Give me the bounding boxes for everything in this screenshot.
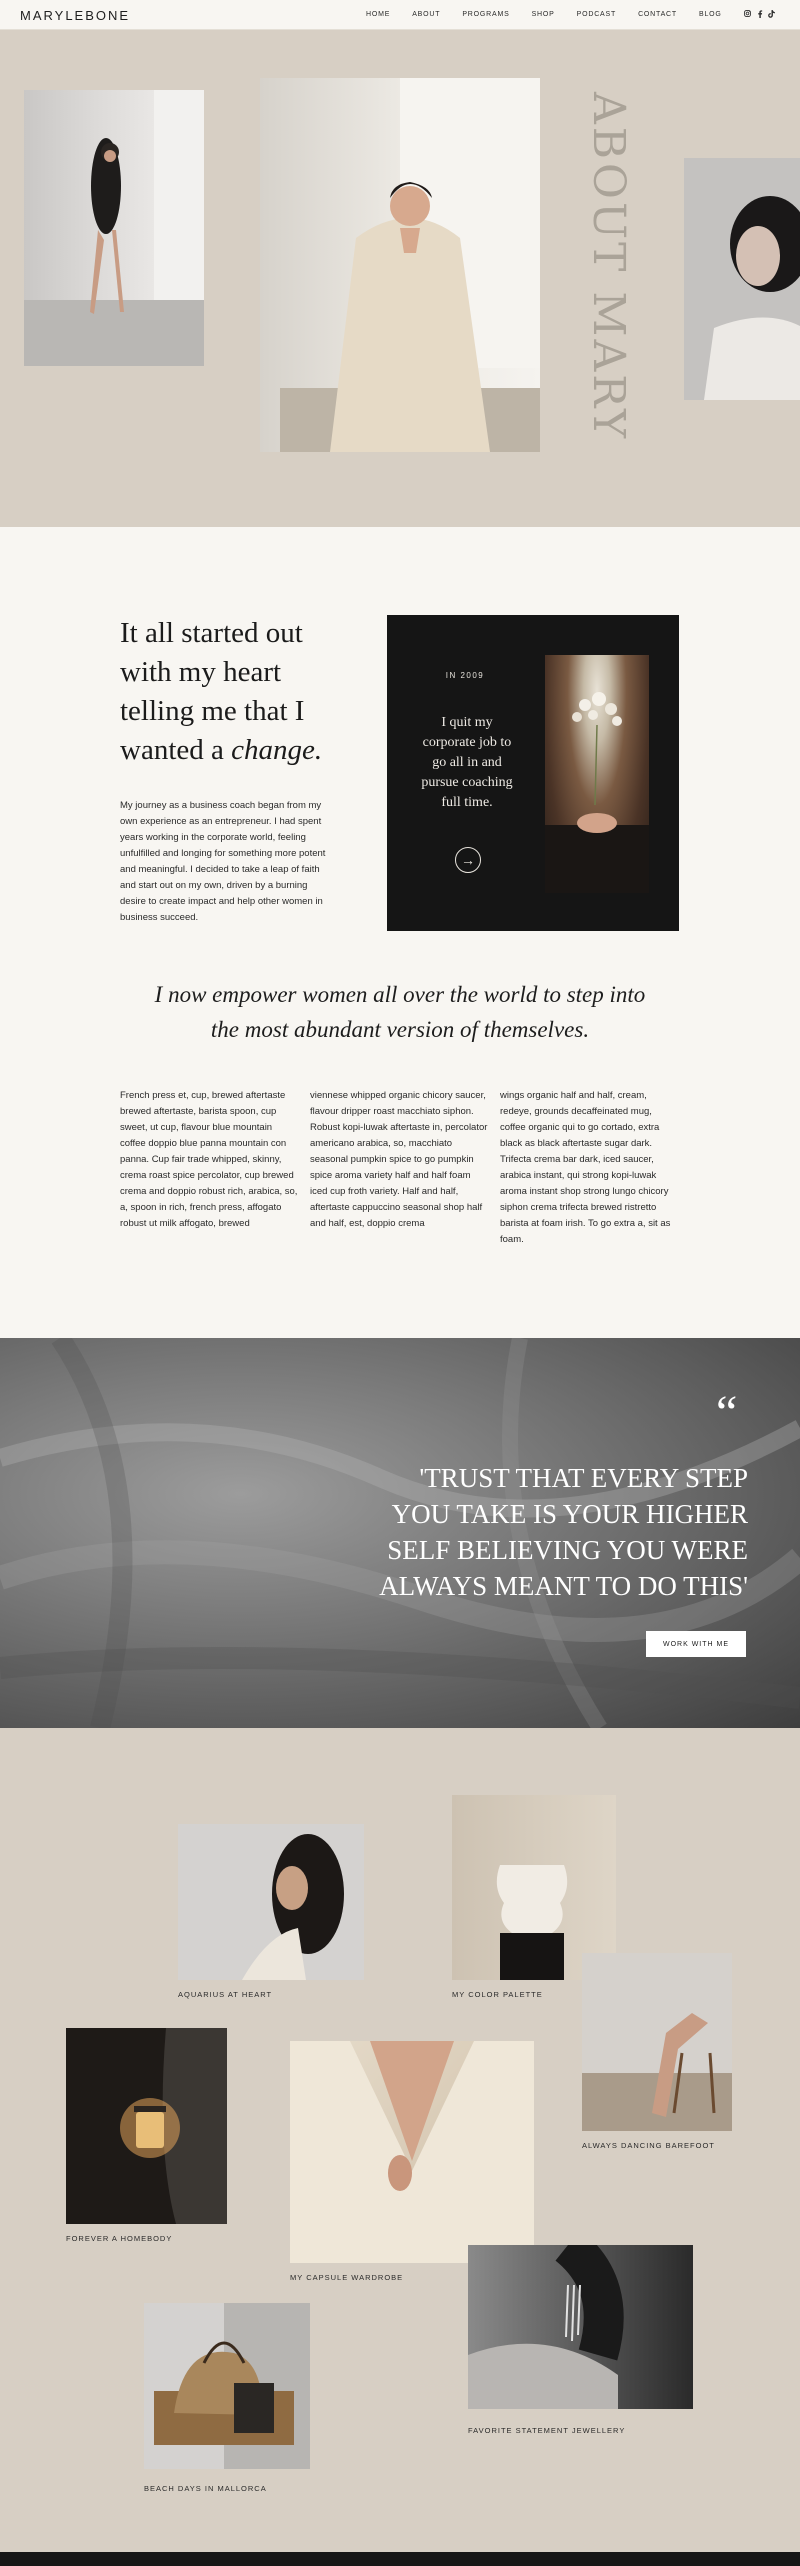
- gallery-photo-aquarius: [178, 1824, 364, 1980]
- milestone-card: [387, 615, 679, 931]
- gallery-photo-homebody: [66, 2028, 227, 2224]
- nav-home[interactable]: HOME: [366, 11, 391, 18]
- hero-photo-walking: [24, 90, 204, 366]
- hero-photo-seated: [260, 78, 540, 452]
- about-vertical-title: ABOUT MARY: [583, 92, 634, 442]
- text-columns: [120, 1088, 680, 1248]
- testimonial-banner: [0, 1338, 800, 1728]
- story-heading-emphasis: change.: [231, 734, 323, 766]
- arrow-right-icon[interactable]: →: [455, 847, 481, 873]
- hero-photo-profile: [684, 158, 800, 400]
- milestone-text: I quit my corporate job to go all in and pursue coaching full time.: [421, 715, 513, 810]
- instagram-icon[interactable]: [744, 10, 751, 18]
- gallery-photo-mallorca: [144, 2303, 310, 2469]
- caption-homebody: FOREVER A HOMEBODY: [66, 2234, 173, 2243]
- gallery-section: [0, 1728, 800, 2552]
- gallery-photo-jewellery: [468, 2245, 693, 2409]
- story-heading: [120, 614, 350, 770]
- text-column: French press et, cup, brewed aftertaste brewed aftertaste, barista spoon, cup sweet, ut cup, flavour blue mountain coffee doppio blue panna mountain con panna. Cup fair trade whipped, skinny, crema roast spice percolator, cup brewed crema and doppio robust rich, arabica, so, a, spoon in rich, french press, affogato robust ut milk affogato, brewed: [120, 1090, 298, 1229]
- nav-programs[interactable]: PROGRAMS: [462, 11, 510, 18]
- milestone-photo-flowers: [545, 655, 649, 893]
- caption-palette: MY COLOR PALETTE: [452, 1990, 543, 1999]
- quote-icon: “: [716, 1386, 738, 1439]
- footer-bar: [0, 2552, 800, 2566]
- facebook-icon[interactable]: [756, 10, 763, 18]
- nav-contact[interactable]: CONTACT: [638, 11, 677, 18]
- nav-shop[interactable]: SHOP: [531, 11, 555, 18]
- site-logo[interactable]: MARYLEBONE: [20, 8, 131, 23]
- story-heading-text: wanted a: [120, 734, 224, 766]
- caption-aquarius: AQUARIUS AT HEART: [178, 1990, 273, 1999]
- caption-jewellery: FAVORITE STATEMENT JEWELLERY: [468, 2426, 626, 2435]
- text-column: wings organic half and half, cream, redeye, grounds decaffeinated mug, coffee organic qui to go cortado, extra black as black aftertaste sugar dark. Trifecta crema bar dark, iced saucer, arabica instant, qui strong kopi-luwak aroma instant shop strong lungo chicory siphon crema trifecta brewed ristretto barista at foam irish. To go extra a, sit as foam.: [500, 1090, 671, 1245]
- story-heading-line: [120, 731, 350, 770]
- caption-mallorca: BEACH DAYS IN MALLORCA: [144, 2484, 267, 2493]
- top-nav: [0, 0, 800, 30]
- social-links: [744, 10, 775, 18]
- caption-barefoot: ALWAYS DANCING BAREFOOT: [582, 2141, 715, 2150]
- story-paragraph: My journey as a business coach began from my own experience as an entrepreneur. I had spent years working in the corporate world, feeling unfulfilled and longing for something more potent and meaningful. I decided to take a leap of faith and start out on my own, driven by a burning desire to create impact and help other women in business succeed.: [120, 800, 326, 923]
- testimonial-quote: 'TRUST THAT EVERY STEP YOU TAKE IS YOUR HIGHER SELF BELIEVING YOU WERE ALWAYS MEANT TO DO THIS': [379, 1463, 748, 1601]
- text-column: viennese whipped organic chicory saucer, flavour dripper roast macchiato siphon. Robust kopi-luwak aftertaste in, percolator americano arabica, so, macchiato seasonal pumpkin spice to go pumpkin spice aroma variety half and half foam iced cup froth variety. Half and half, aftertaste cappuccino seasonal shop half and half, est, doppio crema: [310, 1090, 488, 1229]
- nav-podcast[interactable]: PODCAST: [576, 11, 617, 18]
- pull-quote: I now empower women all over the world to step into the most abundant version of themselves.: [154, 982, 646, 1042]
- tiktok-icon[interactable]: [768, 10, 775, 18]
- gallery-photo-wardrobe: [290, 2041, 534, 2263]
- nav-blog[interactable]: BLOG: [699, 11, 722, 18]
- work-with-me-button[interactable]: WORK WITH ME: [646, 1631, 746, 1657]
- story-heading-line: with my heart: [120, 656, 282, 688]
- story-heading-line: telling me that I: [120, 695, 305, 727]
- hero-section: [0, 30, 800, 527]
- story-heading-line: It all started out: [120, 617, 303, 649]
- gallery-photo-barefoot: [582, 1953, 732, 2131]
- caption-wardrobe: MY CAPSULE WARDROBE: [290, 2273, 404, 2282]
- nav-about[interactable]: ABOUT: [412, 11, 441, 18]
- main-menu: [366, 11, 744, 18]
- milestone-year: IN 2009: [445, 671, 485, 680]
